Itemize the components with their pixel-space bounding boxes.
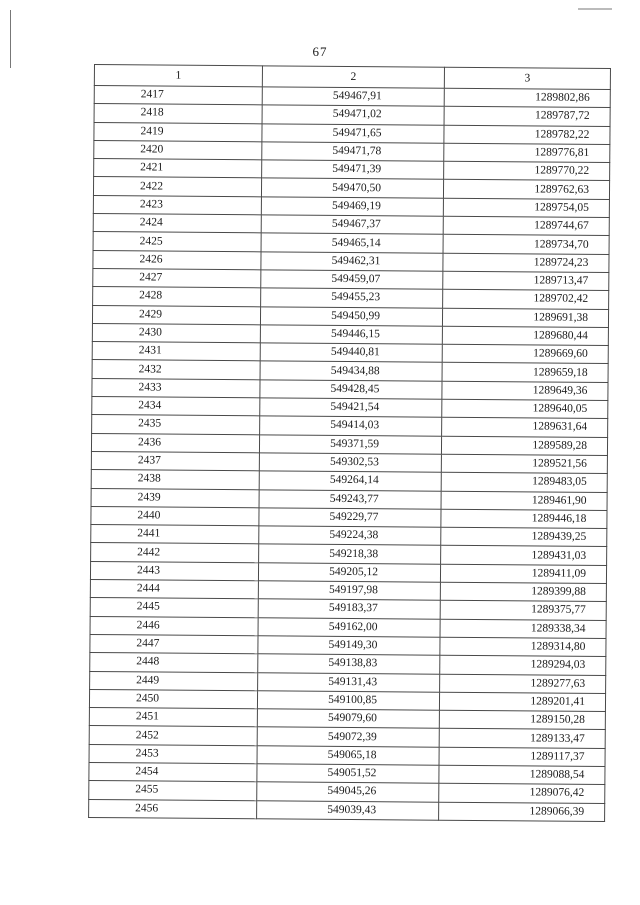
x-coordinate-cell: 549218,38 (259, 544, 441, 564)
point-number-cell: 2440 (91, 506, 259, 526)
point-number-cell: 2428 (93, 287, 261, 307)
y-coordinate-cell: 1289762,63 (443, 180, 609, 200)
y-coordinate-cell: 1289314,80 (440, 637, 606, 657)
x-coordinate-cell: 549446,15 (260, 325, 442, 345)
point-number-cell: 2442 (91, 543, 259, 563)
point-number-cell: 2435 (92, 415, 260, 435)
y-coordinate-cell: 1289150,28 (439, 710, 605, 730)
x-coordinate-cell: 549100,85 (257, 691, 439, 711)
y-coordinate-cell: 1289076,42 (439, 784, 605, 804)
x-coordinate-cell: 549467,37 (261, 215, 443, 235)
x-coordinate-cell: 549162,00 (258, 617, 440, 637)
x-coordinate-cell: 549149,30 (258, 636, 440, 656)
y-coordinate-cell: 1289659,18 (442, 363, 608, 383)
point-number-cell: 2444 (90, 580, 258, 600)
point-number-cell: 2445 (90, 598, 258, 618)
x-coordinate-cell: 549131,43 (258, 672, 440, 692)
x-coordinate-cell: 549471,78 (262, 142, 444, 162)
point-number-cell: 2447 (90, 634, 258, 654)
x-coordinate-cell: 549229,77 (259, 508, 441, 528)
y-coordinate-cell: 1289734,70 (443, 235, 609, 255)
point-number-cell: 2436 (91, 433, 259, 453)
x-coordinate-cell: 549471,02 (262, 105, 444, 125)
point-number-cell: 2433 (92, 378, 260, 398)
point-number-cell: 2421 (94, 159, 262, 179)
x-coordinate-cell: 549138,83 (258, 654, 440, 674)
x-coordinate-cell: 549065,18 (257, 745, 439, 765)
header-col-2: 2 (262, 66, 444, 88)
y-coordinate-cell: 1289439,25 (441, 527, 607, 547)
x-coordinate-cell: 549183,37 (258, 599, 440, 619)
point-number-cell: 2455 (89, 781, 257, 801)
y-coordinate-cell: 1289446,18 (441, 509, 607, 529)
y-coordinate-cell: 1289294,03 (440, 655, 606, 675)
y-coordinate-cell: 1289724,23 (443, 253, 609, 273)
x-coordinate-cell: 549072,39 (257, 727, 439, 747)
point-number-cell: 2425 (93, 232, 261, 252)
y-coordinate-cell: 1289744,67 (443, 216, 609, 236)
x-coordinate-cell: 549205,12 (258, 563, 440, 583)
header-col-1: 1 (94, 65, 262, 87)
x-coordinate-cell: 549440,81 (260, 343, 442, 363)
x-coordinate-cell: 549471,65 (262, 123, 444, 143)
point-number-cell: 2443 (90, 561, 258, 581)
x-coordinate-cell: 549455,23 (261, 288, 443, 308)
x-coordinate-cell: 549459,07 (261, 270, 443, 290)
point-number-cell: 2429 (92, 305, 260, 325)
y-coordinate-cell: 1289589,28 (441, 436, 607, 456)
x-coordinate-cell: 549462,31 (261, 251, 443, 271)
point-number-cell: 2422 (93, 177, 261, 197)
x-coordinate-cell: 549079,60 (257, 709, 439, 729)
scan-corner-mark (578, 8, 612, 10)
point-number-cell: 2418 (94, 104, 262, 124)
x-coordinate-cell: 549421,54 (260, 398, 442, 418)
point-number-cell: 2432 (92, 360, 260, 380)
y-coordinate-cell: 1289770,22 (444, 161, 610, 181)
point-number-cell: 2451 (89, 708, 257, 728)
y-coordinate-cell: 1289713,47 (443, 271, 609, 291)
x-coordinate-cell: 549467,91 (262, 87, 444, 107)
y-coordinate-cell: 1289483,05 (441, 472, 607, 492)
y-coordinate-cell: 1289375,77 (440, 601, 606, 621)
point-number-cell: 2419 (94, 122, 262, 142)
x-coordinate-cell: 549264,14 (259, 471, 441, 491)
x-coordinate-cell: 549434,88 (260, 361, 442, 381)
y-coordinate-cell: 1289787,72 (444, 107, 610, 127)
x-coordinate-cell: 549197,98 (258, 581, 440, 601)
point-number-cell: 2437 (91, 451, 259, 471)
point-number-cell: 2450 (89, 689, 257, 709)
x-coordinate-cell: 549045,26 (257, 782, 439, 802)
y-coordinate-cell: 1289431,03 (441, 546, 607, 566)
point-number-cell: 2426 (93, 250, 261, 270)
y-coordinate-cell: 1289631,64 (442, 418, 608, 438)
point-number-cell: 2453 (89, 744, 257, 764)
point-number-cell: 2423 (93, 195, 261, 215)
y-coordinate-cell: 1289461,90 (441, 491, 607, 511)
y-coordinate-cell: 1289277,63 (440, 674, 606, 694)
y-coordinate-cell: 1289782,22 (444, 125, 610, 145)
x-coordinate-cell: 549039,43 (257, 800, 439, 820)
point-number-cell: 2430 (92, 323, 260, 343)
y-coordinate-cell: 1289066,39 (439, 802, 605, 822)
point-number-cell: 2449 (90, 671, 258, 691)
x-coordinate-cell: 549471,39 (262, 160, 444, 180)
y-coordinate-cell: 1289201,41 (439, 692, 605, 712)
point-number-cell: 2454 (89, 762, 257, 782)
x-coordinate-cell: 549470,50 (261, 178, 443, 198)
y-coordinate-cell: 1289702,42 (443, 290, 609, 310)
x-coordinate-cell: 549465,14 (261, 233, 443, 253)
point-number-cell: 2448 (90, 653, 258, 673)
point-number-cell: 2417 (94, 86, 262, 106)
x-coordinate-cell: 549224,38 (259, 526, 441, 546)
y-coordinate-cell: 1289649,36 (442, 381, 608, 401)
point-number-cell: 2431 (92, 342, 260, 362)
x-coordinate-cell: 549469,19 (261, 197, 443, 217)
point-number-cell: 2424 (93, 214, 261, 234)
y-coordinate-cell: 1289411,09 (440, 564, 606, 584)
point-number-cell: 2427 (93, 268, 261, 288)
x-coordinate-cell: 549414,03 (260, 416, 442, 436)
y-coordinate-cell: 1289776,81 (444, 143, 610, 163)
point-number-cell: 2456 (89, 799, 257, 819)
point-number-cell: 2420 (94, 140, 262, 160)
header-col-3: 3 (444, 67, 610, 89)
point-number-cell: 2441 (91, 525, 259, 545)
y-coordinate-cell: 1289691,38 (442, 308, 608, 328)
y-coordinate-cell: 1289521,56 (441, 454, 607, 474)
x-coordinate-cell: 549428,45 (260, 380, 442, 400)
y-coordinate-cell: 1289399,88 (440, 582, 606, 602)
y-coordinate-cell: 1289640,05 (442, 399, 608, 419)
y-coordinate-cell: 1289802,86 (444, 88, 610, 108)
y-coordinate-cell: 1289680,44 (442, 326, 608, 346)
y-coordinate-cell: 1289669,60 (442, 344, 608, 364)
x-coordinate-cell: 549450,99 (260, 306, 442, 326)
x-coordinate-cell: 549371,59 (259, 434, 441, 454)
point-number-cell: 2434 (92, 397, 260, 417)
coordinates-sheet (88, 64, 614, 822)
y-coordinate-cell: 1289338,34 (440, 619, 606, 639)
x-coordinate-cell: 549243,77 (259, 489, 441, 509)
point-number-cell: 2438 (91, 470, 259, 490)
table-row (89, 799, 605, 821)
y-coordinate-cell: 1289088,54 (439, 765, 605, 785)
page-number: 67 (312, 44, 328, 59)
y-coordinate-cell: 1289117,37 (439, 747, 605, 767)
y-coordinate-cell: 1289133,47 (439, 729, 605, 749)
coordinates-table (88, 64, 611, 822)
point-number-cell: 2452 (89, 726, 257, 746)
x-coordinate-cell: 549051,52 (257, 764, 439, 784)
point-number-cell: 2439 (91, 488, 259, 508)
x-coordinate-cell: 549302,53 (259, 453, 441, 473)
table-body (89, 86, 611, 822)
point-number-cell: 2446 (90, 616, 258, 636)
y-coordinate-cell: 1289754,05 (443, 198, 609, 218)
